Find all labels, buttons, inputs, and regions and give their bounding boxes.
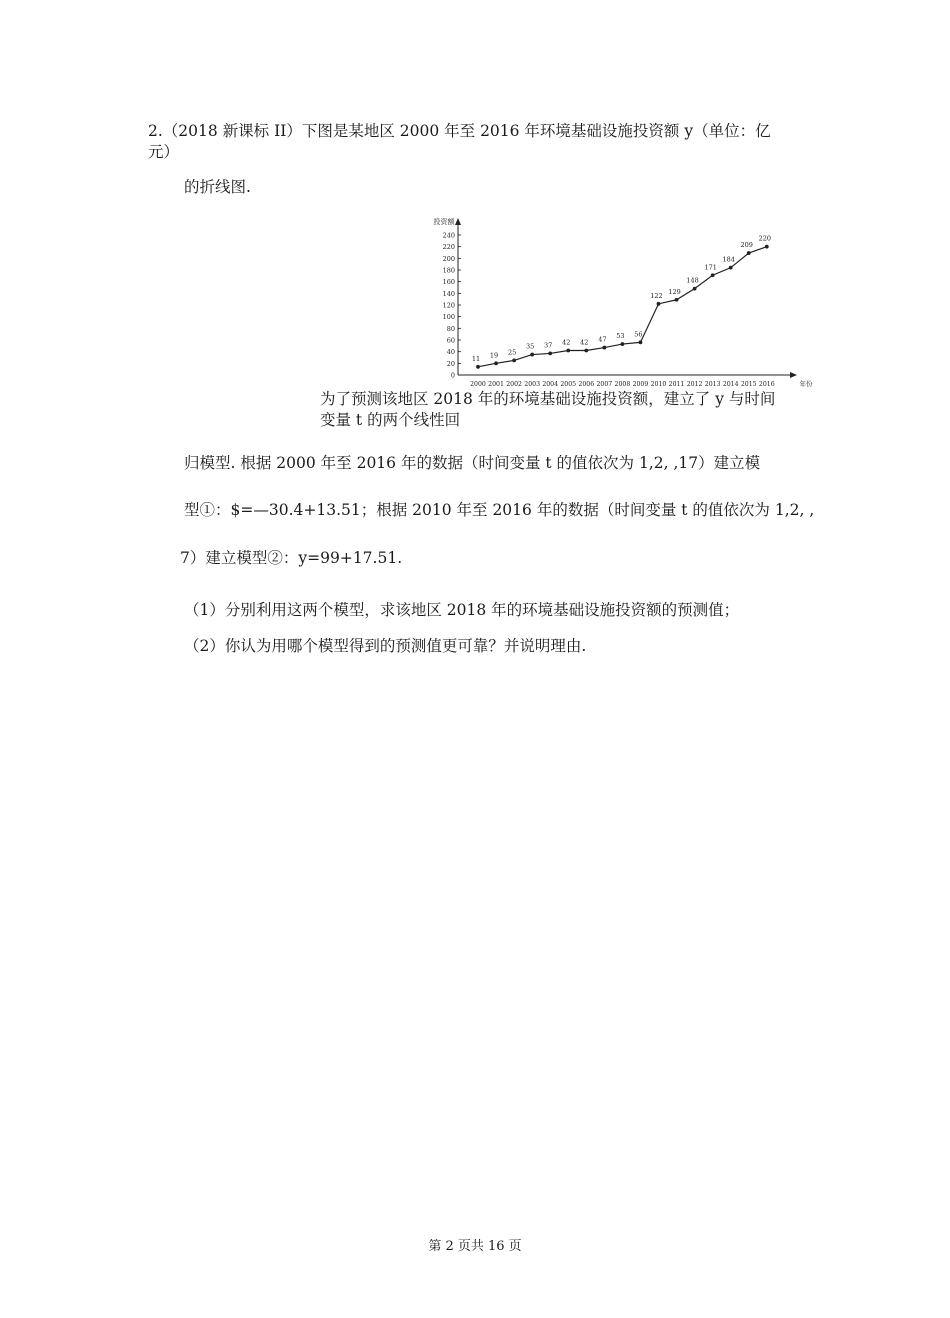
series-line	[478, 247, 767, 367]
x-tick-label: 2003	[524, 381, 541, 388]
x-tick-label: 2010	[650, 381, 667, 388]
data-label: 184	[722, 255, 735, 264]
x-tick-label: 2000	[470, 381, 486, 388]
data-point	[711, 273, 715, 277]
x-tick-label: 2011	[668, 381, 685, 388]
y-tick-label: 200	[442, 254, 455, 263]
data-point	[548, 352, 552, 356]
data-point	[512, 359, 516, 363]
problem-line-6: 7）建立模型②：y=99+17.51.	[180, 549, 403, 567]
data-point	[639, 340, 643, 344]
data-label: 35	[526, 342, 535, 351]
data-point	[729, 266, 733, 270]
x-tick-label: 2002	[506, 381, 522, 388]
data-point	[602, 346, 606, 350]
problem-line-2: 元）	[148, 143, 180, 161]
y-tick-label: 20	[446, 359, 455, 368]
problem-line-4: 归模型. 根据 2000 年至 2016 年的数据（时间变量 t 的值依次为 1,2, ,17）建立模	[184, 454, 761, 472]
x-tick-label: 2013	[704, 381, 721, 388]
x-axis-arrow	[790, 372, 797, 378]
problem-line-3: 的折线图.	[184, 178, 251, 196]
y-tick-label: 60	[446, 336, 455, 345]
y-tick-label: 40	[446, 348, 455, 357]
x-tick-label: 2001	[488, 381, 504, 388]
data-point	[476, 365, 480, 369]
data-point	[675, 298, 679, 302]
y-tick-label: 120	[442, 301, 455, 310]
x-tick-label: 2015	[740, 381, 757, 388]
x-axis-title: 年份	[799, 380, 813, 388]
y-tick-label: 180	[442, 266, 455, 275]
x-tick-label: 2004	[542, 381, 559, 388]
chart-caption-2: 变量 t 的两个线性回	[320, 411, 461, 429]
y-tick-label: 220	[442, 243, 455, 252]
chart-caption-1: 为了预测该地区 2018 年的环境基础设施投资额，建立了 y 与时间	[320, 390, 776, 408]
y-tick-label: 80	[446, 324, 455, 333]
data-label: 25	[507, 348, 517, 357]
x-tick-label: 2009	[632, 381, 649, 388]
data-point	[584, 349, 588, 353]
x-tick-label: 2006	[578, 381, 595, 388]
x-tick-label: 2008	[614, 381, 631, 388]
data-label: 11	[471, 354, 481, 363]
data-point	[693, 287, 697, 291]
problem-line-5: 型①：$=—30.4+13.51；根据 2010 年至 2016 年的数据（时间变量 t 的值依次为 1,2, ,	[184, 501, 815, 519]
data-point	[530, 353, 534, 357]
y-axis-arrow	[455, 218, 461, 225]
data-point	[566, 349, 570, 353]
problem-line-1: 2.（2018 新课标 II）下图是某地区 2000 年至 2016 年环境基础设施投资额 y（单位：亿	[148, 122, 771, 140]
data-label: 220	[758, 234, 772, 243]
y-tick-label: 160	[442, 278, 455, 287]
x-tick-label: 2016	[758, 381, 775, 388]
data-point	[765, 245, 769, 249]
data-label: 53	[616, 332, 625, 341]
data-label: 209	[740, 241, 753, 250]
x-tick-label: 2007	[596, 381, 613, 388]
data-point	[621, 342, 625, 346]
x-tick-label: 2012	[686, 381, 703, 388]
y-tick-label: 0	[450, 371, 455, 380]
question-1: （1）分别利用这两个模型，求该地区 2018 年的环境基础设施投资额的预测值；	[184, 601, 740, 619]
question-2: （2）你认为用哪个模型得到的预测值更可靠？并说明理由.	[184, 637, 587, 655]
y-axis-title: 投资额	[433, 218, 455, 226]
x-tick-label: 2005	[560, 381, 577, 388]
data-label: 122	[650, 291, 663, 300]
data-label: 42	[580, 338, 589, 347]
data-label: 19	[489, 351, 499, 360]
investment-line-chart	[420, 213, 813, 388]
data-label: 56	[634, 330, 643, 339]
y-tick-label: 140	[442, 289, 455, 298]
data-label: 129	[668, 287, 681, 296]
data-label: 171	[704, 263, 717, 272]
data-label: 148	[686, 276, 699, 285]
y-tick-label: 100	[442, 313, 455, 322]
data-label: 37	[544, 341, 553, 350]
data-point	[494, 361, 498, 365]
x-tick-label: 2014	[722, 381, 739, 388]
data-label: 42	[562, 338, 571, 347]
data-point	[747, 251, 751, 255]
data-point	[657, 302, 661, 306]
data-label: 47	[598, 335, 607, 344]
y-tick-label: 240	[442, 231, 455, 240]
page-footer: 第 2 页共 16 页	[428, 1239, 522, 1254]
